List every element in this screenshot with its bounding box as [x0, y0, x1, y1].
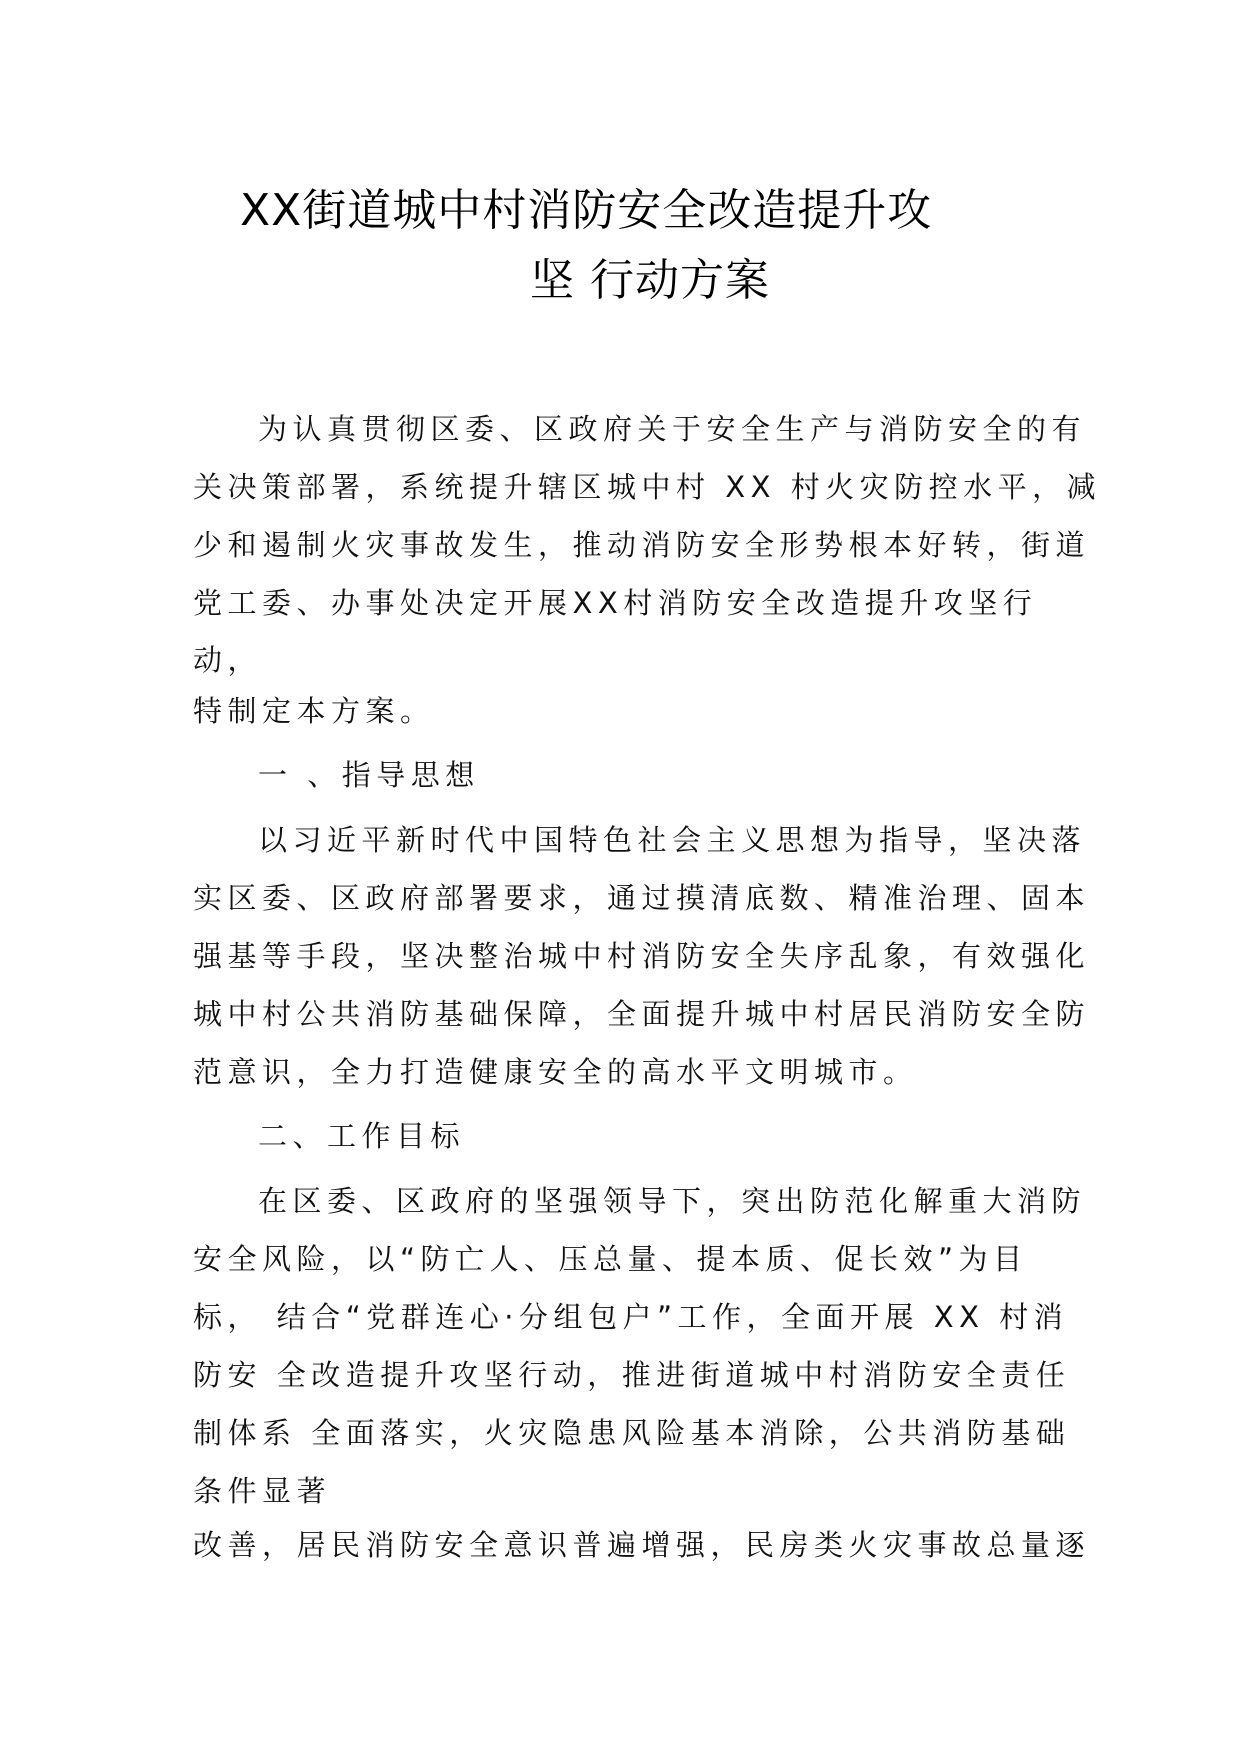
paragraph-line: 为认真贯彻区委、区政府关于安全生产与消防安全的有 [258, 412, 1087, 446]
paragraph-line: 以习近平新时代中国特色社会主义思想为指导，坚决落 [258, 823, 1087, 857]
paragraph-line: 在区委、区政府的坚强领导下，突出防范化解重大消防 [258, 1184, 1087, 1218]
paragraph-line: 城中村公共消防基础保障，全面提升城中村居民消防安全防 [193, 997, 1091, 1031]
paragraph-line: 安全风险，以“防亡人、压总量、提本质、促长效”为目 [193, 1242, 1028, 1276]
paragraph-line: 特制定本方案。 [193, 694, 435, 728]
paragraph-line: 动， [193, 643, 263, 677]
document-title-line-2: 坚 行动方案 [530, 255, 770, 306]
section-heading: 二、工作目标 [258, 1119, 466, 1153]
paragraph-line: 改善，居民消防安全意识普遍增强，民房类火灾事故总量逐 [193, 1528, 1091, 1562]
document-title-line-1: XX街道城中村消防安全改造提升攻 [240, 185, 933, 236]
paragraph-line: 强基等手段，坚决整治城中村消防安全失序乱象，有效强化 [193, 939, 1091, 973]
paragraph-line: 防安 全改造提升攻坚行动，推进街道城中村消防安全责任 [193, 1358, 1071, 1392]
paragraph-line: 范意识，全力打造健康安全的高水平文明城市。 [193, 1055, 918, 1089]
paragraph-line: 党工委、办事处决定开展XX村消防安全改造提升攻坚行 [193, 586, 1038, 620]
paragraph-line: 关决策部署，系统提升辖区城中村 XX 村火灾防控水平，减 [193, 470, 1102, 504]
section-heading: 一 、指导思想 [258, 758, 480, 792]
paragraph-line: 实区委、区政府部署要求，通过摸清底数、精准治理、固本 [193, 881, 1091, 915]
paragraph-line: 少和遏制火灾事故发生，推动消防安全形势根本好转，街道 [193, 528, 1091, 562]
paragraph-line: 制体系 全面落实，火灾隐患风险基本消除，公共消防基础 [193, 1416, 1071, 1450]
paragraph-line: 条件显著 [193, 1474, 332, 1508]
paragraph-line: 标， 结合“党群连心·分组包户”工作，全面开展 XX 村消 [193, 1300, 1069, 1334]
